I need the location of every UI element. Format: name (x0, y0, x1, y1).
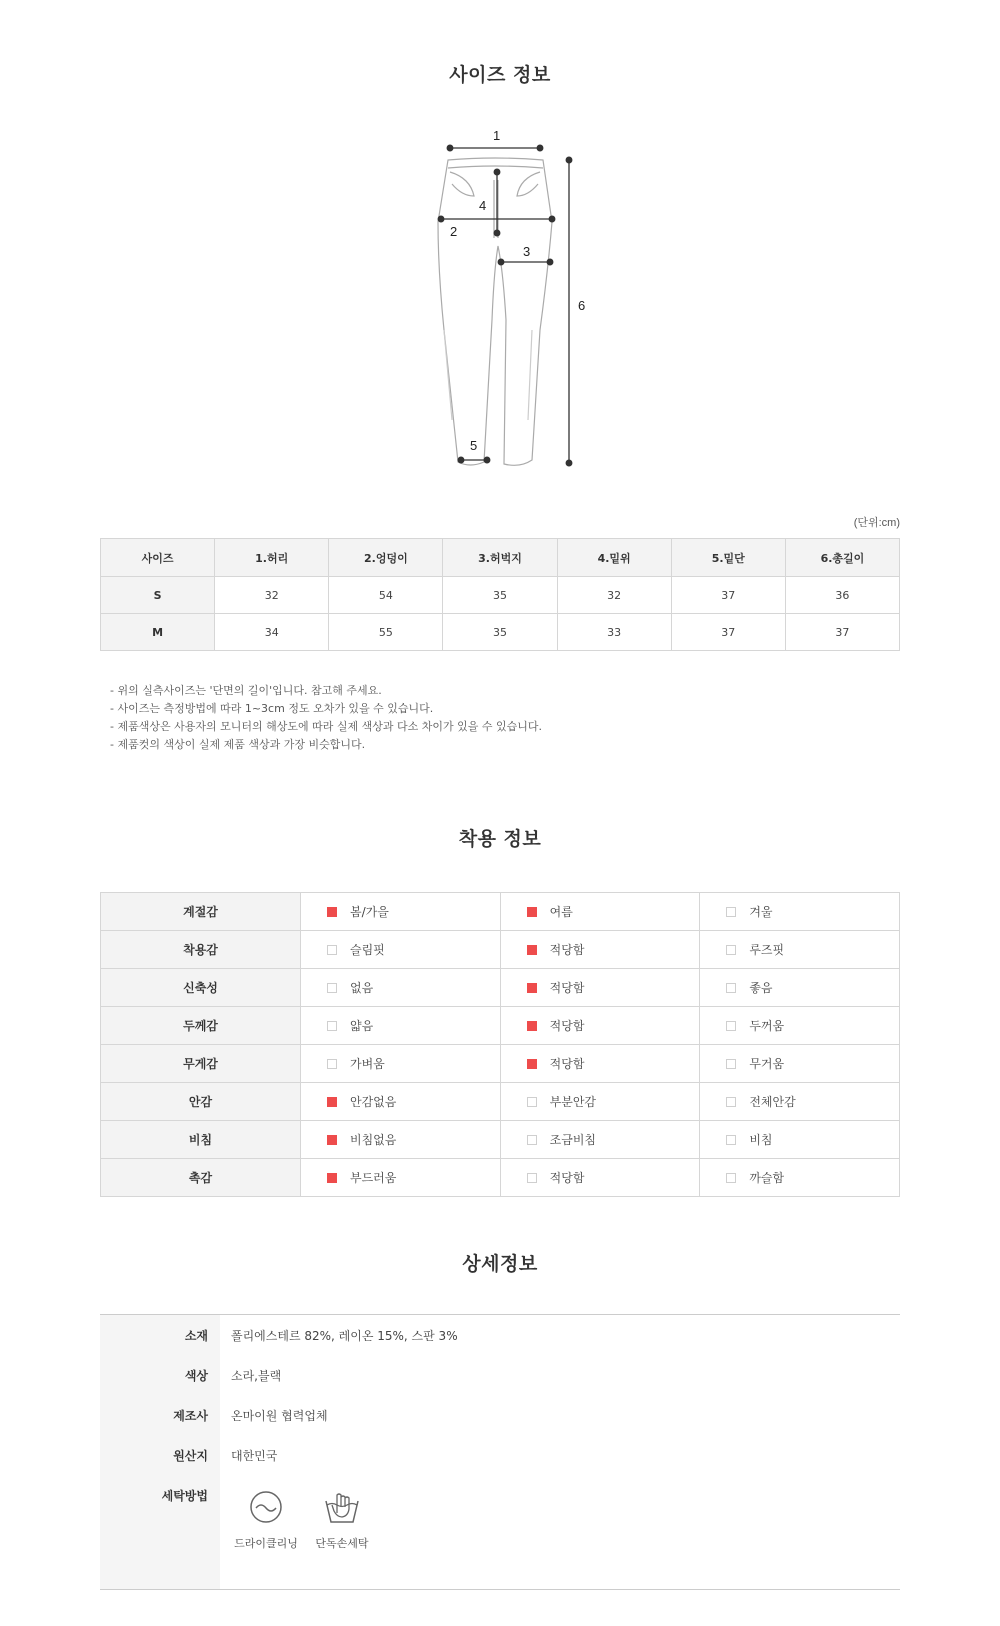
fit-option (700, 1169, 899, 1186)
checked-box (327, 1097, 337, 1107)
table-cell: 55 (329, 614, 443, 651)
fit-option (301, 1093, 500, 1110)
fit-info-title: 착용 정보 (458, 828, 542, 850)
fit-option (501, 1017, 700, 1034)
table-cell: 32 (557, 577, 671, 614)
unchecked-box (726, 1135, 736, 1145)
fit-option (501, 1055, 700, 1072)
fit-row-label: 안감 (101, 1083, 301, 1121)
checked-box (527, 907, 537, 917)
fit-option-cell (301, 1007, 501, 1045)
wash-item-dry-cleaning (231, 1489, 301, 1551)
fit-option-cell (301, 1121, 501, 1159)
fit-option-label: 부분안감 (549, 1095, 597, 1109)
fit-option-label: 좋음 (749, 981, 773, 995)
fit-option (501, 903, 700, 920)
detail-value: 온마이원 협력업체 (231, 1409, 328, 1423)
size-notes (110, 682, 542, 754)
unchecked-box (327, 1059, 337, 1069)
fit-option-label: 전체안감 (749, 1095, 796, 1109)
measure-label-1: 1 (493, 128, 501, 143)
checked-box (527, 1059, 537, 1069)
fit-option (501, 1131, 700, 1148)
fit-option-cell (700, 931, 900, 969)
fit-row (101, 969, 900, 1007)
fit-option-cell (500, 1045, 700, 1083)
fit-row-label: 착용감 (101, 931, 301, 969)
fit-row (101, 1121, 900, 1159)
fit-row (101, 1159, 900, 1197)
fit-option-cell (500, 1121, 700, 1159)
fit-option (301, 941, 500, 958)
fit-option-cell (700, 1159, 900, 1197)
fit-option-label: 없음 (350, 981, 374, 995)
table-cell: 33 (557, 614, 671, 651)
note-item: - 사이즈는 측정방법에 따라 1~3cm 정도 오차가 있을 수 있습니다. (110, 702, 434, 715)
fit-option-cell (500, 1159, 700, 1197)
fit-row-label: 촉감 (101, 1159, 301, 1197)
fit-option-label: 두꺼움 (749, 1019, 785, 1033)
fit-option-label: 부드러움 (350, 1171, 397, 1185)
fit-option-label: 봄/가을 (350, 905, 389, 919)
unchecked-box (327, 1021, 337, 1031)
fit-option-cell (700, 1121, 900, 1159)
fit-row-label: 신축성 (101, 969, 301, 1007)
fit-option-cell (500, 1007, 700, 1045)
fit-option-label: 가벼움 (350, 1057, 385, 1071)
fit-row-label: 두께감 (101, 1007, 301, 1045)
fit-option-label: 적당함 (549, 1019, 585, 1033)
header-cell: 6.총길이 (785, 539, 899, 577)
pants-outline (438, 158, 552, 465)
fit-option (700, 1055, 899, 1072)
fit-option-label: 조금비침 (549, 1133, 597, 1147)
fit-option (301, 1169, 500, 1186)
header-cell: 사이즈 (101, 539, 215, 577)
fit-option-label: 슬림핏 (350, 943, 385, 957)
fit-option (501, 941, 700, 958)
fit-option-label: 겨울 (749, 905, 773, 919)
fit-option-cell (700, 893, 900, 931)
fit-option (700, 903, 899, 920)
detail-label: 세탁방법 (161, 1489, 208, 1503)
fit-table (100, 892, 900, 1197)
fit-option-cell (500, 931, 700, 969)
fit-row (101, 1083, 900, 1121)
size-table-header (101, 539, 900, 577)
fit-option-cell (301, 969, 501, 1007)
size-table (100, 538, 900, 651)
fit-option-label: 루즈핏 (749, 943, 785, 957)
unchecked-box (527, 1097, 537, 1107)
header-cell: 3.허벅지 (443, 539, 557, 577)
detail-value: 소라,블랙 (231, 1369, 282, 1383)
unchecked-box (327, 983, 337, 993)
fit-option (700, 1093, 899, 1110)
dry-cleaning-icon (248, 1489, 284, 1525)
fit-option (301, 1017, 500, 1034)
fit-option-label: 안감없음 (350, 1095, 397, 1109)
fit-option-cell (700, 1007, 900, 1045)
wash-caption: 단독손세탁 (315, 1537, 369, 1550)
detail-info-title: 상세정보 (462, 1253, 538, 1275)
fit-option (501, 979, 700, 996)
fit-option (501, 1169, 700, 1186)
size-cell: S (101, 577, 215, 614)
fit-option-cell (301, 931, 501, 969)
note-item: - 위의 실측사이즈는 '단면의 길이'입니다. 참고해 주세요. (110, 684, 382, 697)
unchecked-box (726, 1021, 736, 1031)
fit-option-label: 얇음 (350, 1019, 374, 1033)
fit-option (700, 1131, 899, 1148)
fit-row (101, 893, 900, 931)
fit-option-cell (301, 1159, 501, 1197)
table-cell: 37 (671, 577, 785, 614)
measure-label-6: 6 (578, 298, 586, 313)
measure-label-3: 3 (523, 244, 531, 259)
header-cell: 1.허리 (215, 539, 329, 577)
table-row (101, 614, 900, 651)
fit-row (101, 931, 900, 969)
unit-label: (단위:cm) (853, 517, 900, 529)
fit-option-label: 무거움 (749, 1057, 785, 1071)
fit-option (501, 1093, 700, 1110)
table-cell: 37 (671, 614, 785, 651)
fit-option-cell (700, 1045, 900, 1083)
fit-option (301, 1055, 500, 1072)
fit-option (301, 903, 500, 920)
wash-caption: 드라이클리닝 (234, 1537, 298, 1550)
detail-row-manufacturer (100, 1407, 900, 1427)
fit-option-label: 적당함 (549, 1057, 585, 1071)
fit-option-label: 여름 (549, 905, 573, 919)
detail-row-material (100, 1327, 900, 1347)
detail-row-origin (100, 1447, 900, 1467)
detail-value: 폴리에스테르 82%, 레이온 15%, 스판 3% (231, 1329, 458, 1343)
fit-option-label: 적당함 (549, 981, 585, 995)
size-cell: M (101, 614, 215, 651)
fit-option-label: 비침 (749, 1133, 773, 1147)
detail-label: 제조사 (173, 1409, 208, 1423)
fit-option-cell (700, 1083, 900, 1121)
table-cell: 54 (329, 577, 443, 614)
fit-option-cell (500, 893, 700, 931)
fit-option-label: 적당함 (549, 943, 585, 957)
note-item: - 제품컷의 색상이 실제 제품 색상과 가장 비슷합니다. (110, 738, 366, 751)
measure-label-5: 5 (470, 438, 478, 453)
fit-option-cell (700, 969, 900, 1007)
fit-option (700, 979, 899, 996)
measure-label-4: 4 (479, 198, 487, 213)
detail-label: 원산지 (173, 1449, 208, 1463)
header-cell: 2.엉덩이 (329, 539, 443, 577)
size-info-title: 사이즈 정보 (449, 64, 551, 86)
fit-option-label: 적당함 (549, 1171, 585, 1185)
unchecked-box (726, 945, 736, 955)
fit-option-cell (301, 893, 501, 931)
unchecked-box (726, 1097, 736, 1107)
detail-panel (100, 1314, 900, 1590)
fit-row (101, 1007, 900, 1045)
unchecked-box (726, 1059, 736, 1069)
fit-row-label: 무게감 (101, 1045, 301, 1083)
table-cell: 37 (785, 614, 899, 651)
checked-box (327, 1135, 337, 1145)
detail-row-washing (100, 1487, 900, 1507)
detail-row-color (100, 1367, 900, 1387)
unchecked-box (726, 907, 736, 917)
unchecked-box (726, 983, 736, 993)
detail-label: 색상 (184, 1369, 208, 1383)
fit-option (700, 941, 899, 958)
checked-box (527, 1021, 537, 1031)
fit-option (301, 979, 500, 996)
note-item: - 제품색상은 사용자의 모니터의 해상도에 따라 실제 색상과 다소 차이가 있을 수 있습니다. (110, 720, 542, 733)
detail-value: 대한민국 (231, 1449, 278, 1463)
table-cell: 34 (215, 614, 329, 651)
measure-label-2: 2 (450, 224, 458, 239)
pants-measurement-diagram (430, 118, 590, 490)
fit-row-label: 비침 (101, 1121, 301, 1159)
fit-option (700, 1017, 899, 1034)
table-row (101, 577, 900, 614)
fit-option (301, 1131, 500, 1148)
table-cell: 35 (443, 614, 557, 651)
fit-option-cell (500, 1083, 700, 1121)
fit-option-cell (500, 969, 700, 1007)
fit-option-label: 까슬함 (749, 1171, 785, 1185)
hand-wash-icon (322, 1489, 362, 1525)
unchecked-box (327, 945, 337, 955)
unchecked-box (726, 1173, 736, 1183)
fit-option-cell (301, 1083, 501, 1121)
checked-box (527, 945, 537, 955)
table-cell: 32 (215, 577, 329, 614)
checked-box (527, 983, 537, 993)
detail-label: 소재 (184, 1329, 208, 1343)
fit-row-label: 계절감 (101, 893, 301, 931)
fit-option-cell (301, 1045, 501, 1083)
header-cell: 5.밑단 (671, 539, 785, 577)
unchecked-box (527, 1135, 537, 1145)
fit-row (101, 1045, 900, 1083)
table-cell: 35 (443, 577, 557, 614)
checked-box (327, 1173, 337, 1183)
header-cell: 4.밑위 (557, 539, 671, 577)
table-cell: 36 (785, 577, 899, 614)
wash-item-hand-wash (307, 1489, 377, 1551)
checked-box (327, 907, 337, 917)
fit-option-label: 비침없음 (350, 1133, 397, 1147)
unchecked-box (527, 1173, 537, 1183)
